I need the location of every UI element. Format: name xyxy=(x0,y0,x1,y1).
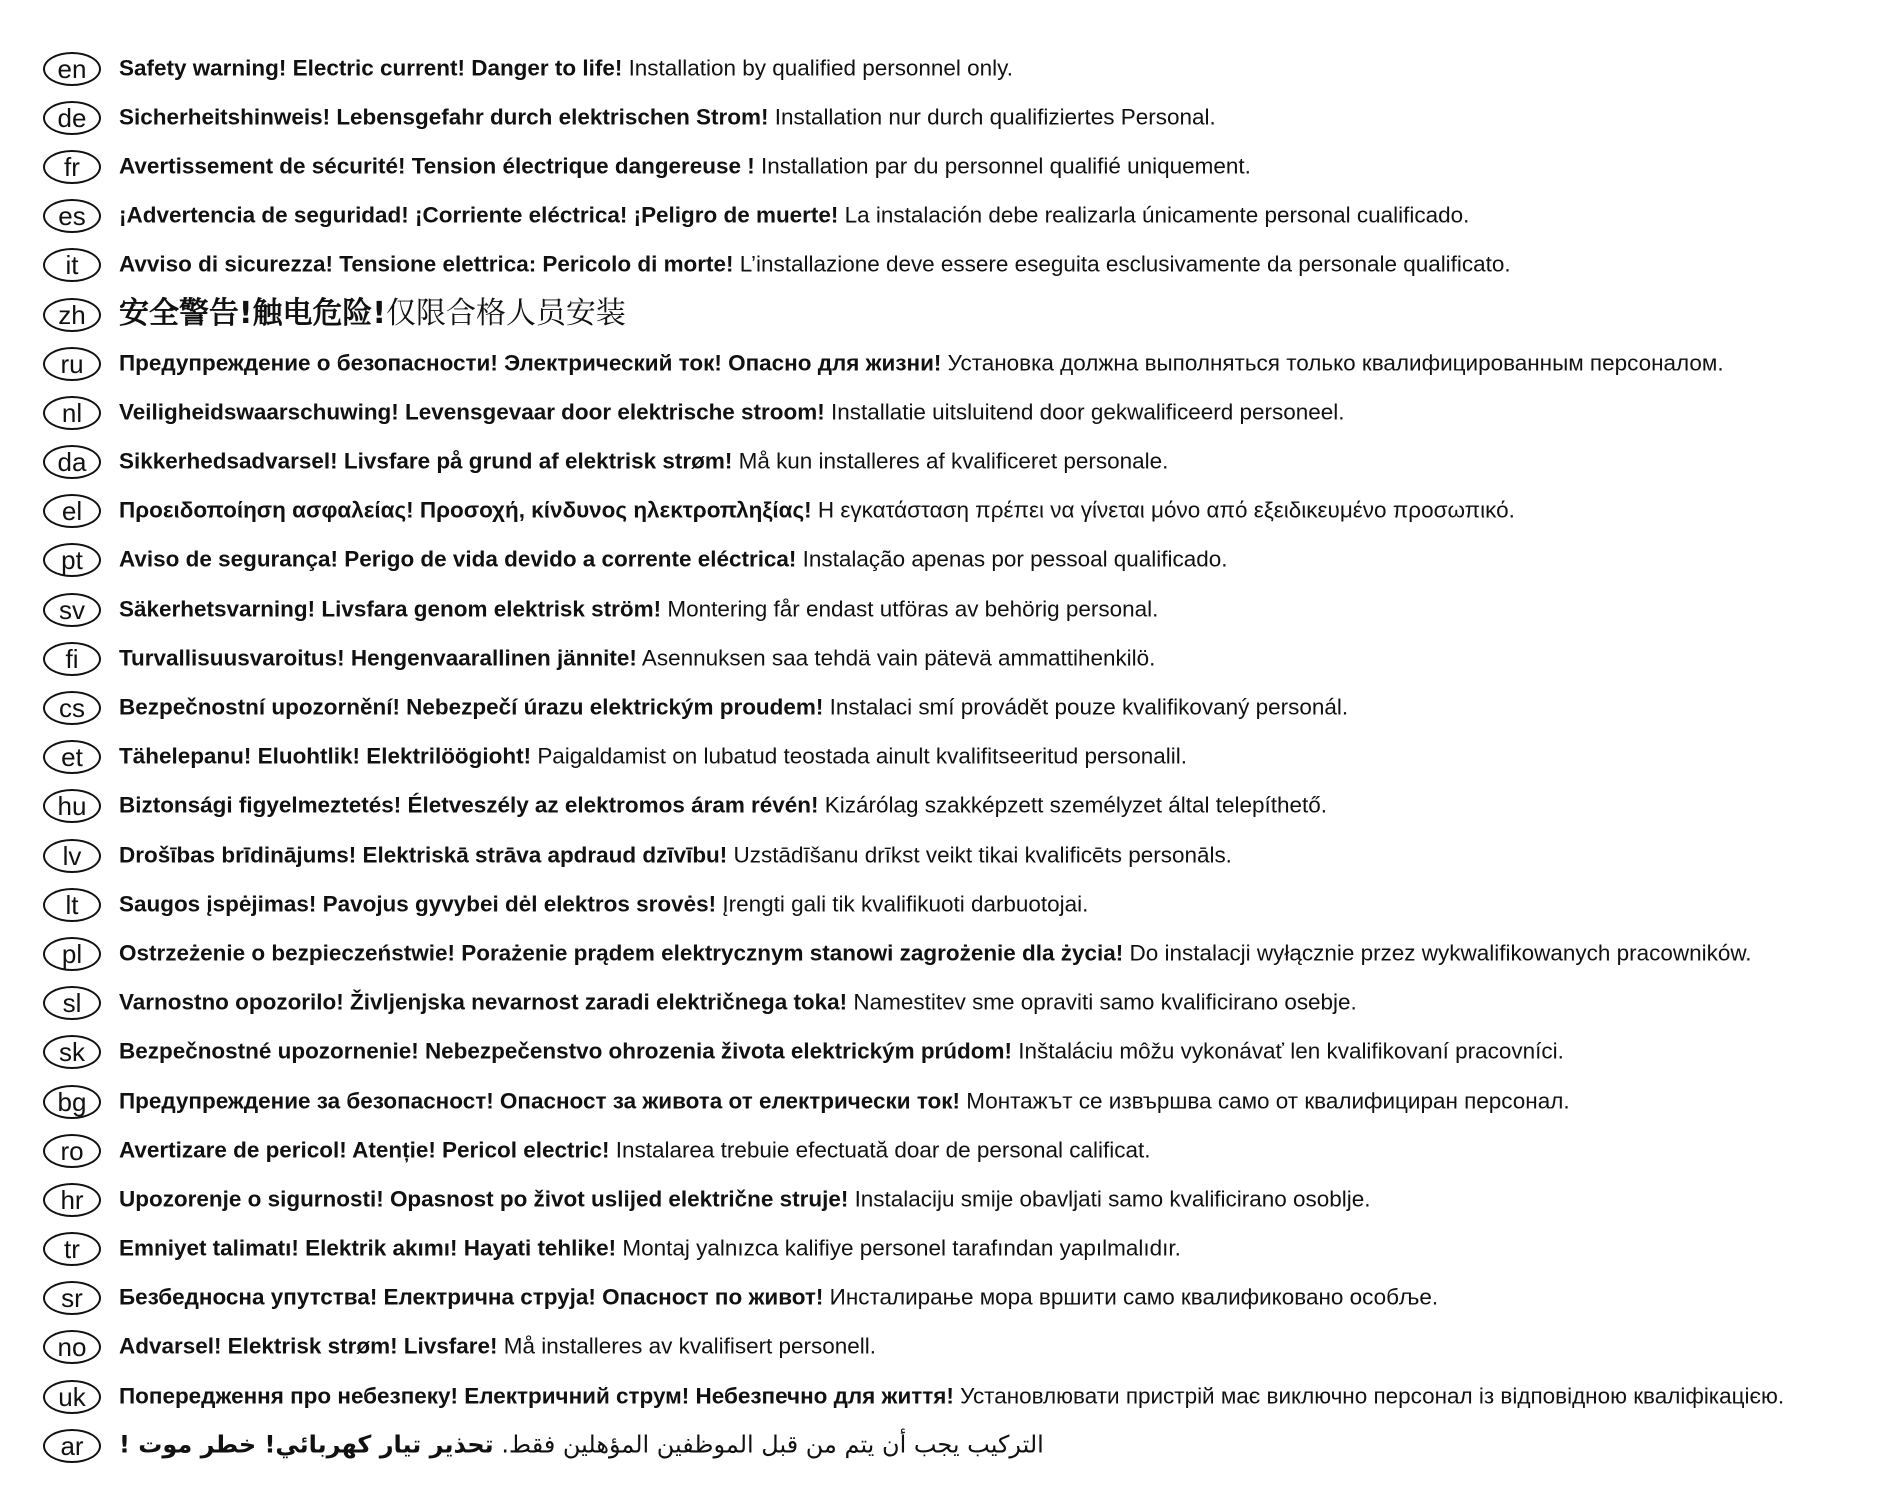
notice-text xyxy=(119,1236,1888,1262)
notice-text xyxy=(119,399,1888,425)
installation-instruction: Installation by qualified personnel only. xyxy=(628,55,1013,81)
notice-text xyxy=(119,695,1888,721)
safety-warning: Turvallisuusvaroitus! Hengenvaarallinen jännite! xyxy=(119,645,637,671)
safety-warning: Biztonsági figyelmeztetés! Életveszély az elektromos áram révén! xyxy=(119,792,819,818)
installation-instruction: Må installeres av kvalifisert personell. xyxy=(503,1334,877,1360)
notice-row-sr xyxy=(0,1274,1900,1323)
language-code-badge: ro xyxy=(43,1134,101,1168)
installation-instruction: Įrengti gali tik kvalifikuoti darbuotojai. xyxy=(722,891,1089,917)
installation-instruction: Montering får endast utföras av behörig personal. xyxy=(667,596,1159,622)
language-code-badge: ar xyxy=(43,1429,101,1463)
notice-row-fr xyxy=(0,142,1900,191)
notice-row-hr xyxy=(0,1175,1900,1224)
safety-warning: Ostrzeżenie o bezpieczeństwie! Porażenie prądem elektrycznym stanowi zagrożenie dla życia! xyxy=(119,940,1124,966)
language-code-badge: sr xyxy=(43,1281,101,1315)
safety-warning: Drošības brīdinājums! Elektriskā strāva apdraud dzīvību! xyxy=(119,842,728,868)
installation-instruction: التركيب يجب أن يتم من قبل الموظفين المؤهلين فقط. xyxy=(501,1430,1044,1459)
notice-row-en xyxy=(0,44,1900,93)
notice-row-uk xyxy=(0,1372,1900,1421)
language-code-badge: tr xyxy=(43,1232,101,1266)
safety-warning: Veiligheidswaarschuwing! Levensgevaar door elektrische stroom! xyxy=(119,399,825,425)
installation-instruction: Инсталирање мора вршити само квалификовано особље. xyxy=(829,1284,1439,1310)
installation-instruction: Kizárólag szakképzett személyzet által telepíthető. xyxy=(824,792,1327,818)
notice-row-es xyxy=(0,192,1900,241)
notice-text xyxy=(119,842,1888,868)
installation-instruction: Установлювати пристрій має виключно персонал із відповідною кваліфікацією. xyxy=(960,1383,1785,1409)
notice-text xyxy=(119,1088,1888,1114)
safety-warning: Tähelepanu! Eluohtlik! Elektrilöögioht! xyxy=(119,743,532,769)
installation-instruction: Må kun installeres af kvalificeret personale. xyxy=(738,448,1169,474)
language-code-badge: hr xyxy=(43,1183,101,1217)
safety-warning: Попередження про небезпеку! Електричний струм! Небезпечно для життя! xyxy=(119,1383,954,1409)
language-code-badge: no xyxy=(43,1330,101,1364)
safety-warning: Avviso di sicurezza! Tensione elettrica: Pericolo di morte! xyxy=(119,251,734,277)
notice-text xyxy=(119,891,1888,917)
installation-instruction: 仅限合格人员安装 xyxy=(386,295,626,331)
notice-text xyxy=(119,1334,1888,1360)
installation-instruction: Do instalacji wyłącznie przez wykwalifikowanych pracowników. xyxy=(1129,940,1752,966)
notice-row-sv xyxy=(0,585,1900,634)
language-code-badge: nl xyxy=(43,396,101,430)
installation-instruction: Instalaci smí provádět pouze kvalifikovaný personál. xyxy=(829,694,1349,720)
language-code-badge: sk xyxy=(43,1035,101,1069)
notice-text xyxy=(119,449,1888,475)
notice-row-ar xyxy=(0,1421,1900,1470)
language-code-badge: it xyxy=(43,248,101,282)
safety-warning: Upozorenje o sigurnosti! Opasnost po život uslijed električne struje! xyxy=(119,1186,849,1212)
notice-row-nl xyxy=(0,388,1900,437)
language-code-badge: lv xyxy=(43,839,101,873)
safety-warning: Bezpečnostné upozornenie! Nebezpečenstvo ohrozenia života elektrickým prúdom! xyxy=(119,1038,1012,1064)
notice-row-zh xyxy=(0,290,1900,339)
notice-row-hu xyxy=(0,782,1900,831)
safety-warning: ¡Advertencia de seguridad! ¡Corriente eléctrica! ¡Peligro de muerte! xyxy=(119,202,839,228)
language-code-badge: fr xyxy=(43,150,101,184)
notice-row-de xyxy=(0,93,1900,142)
language-code-badge: da xyxy=(43,445,101,479)
safety-warning: Emniyet talimatı! Elektrik akımı! Hayati tehlike! xyxy=(119,1235,617,1261)
safety-warning: Aviso de segurança! Perigo de vida devido a corrente eléctrica! xyxy=(119,547,797,573)
installation-instruction: Uzstādīšanu drīkst veikt tikai kvalificēts personāls. xyxy=(733,842,1232,868)
installation-instruction: Instalaciju smije obavljati samo kvalificirano osoblje. xyxy=(854,1186,1371,1212)
language-code-badge: sl xyxy=(43,986,101,1020)
installation-instruction: La instalación debe realizarla únicamente personal cualificado. xyxy=(844,202,1470,228)
language-code-badge: sv xyxy=(43,593,101,627)
safety-warning: Предупреждение о безопасности! Электрический ток! Опасно для жизни! xyxy=(119,350,942,376)
notice-text xyxy=(119,1039,1888,1065)
notice-text xyxy=(119,55,1888,81)
notice-row-it xyxy=(0,241,1900,290)
language-code-badge: fi xyxy=(43,642,101,676)
notice-text xyxy=(119,203,1888,229)
safety-warning: Safety warning! Electric current! Danger to life! xyxy=(119,55,623,81)
notice-row-et xyxy=(0,733,1900,782)
installation-instruction: Installation par du personnel qualifié uniquement. xyxy=(761,153,1251,179)
notice-row-el xyxy=(0,487,1900,536)
safety-warning: Varnostno opozorilo! Življenjska nevarnost zaradi električnega toka! xyxy=(119,989,848,1015)
safety-warning: Bezpečnostní upozornění! Nebezpečí úrazu elektrickým proudem! xyxy=(119,694,824,720)
language-code-badge: de xyxy=(43,101,101,135)
language-code-badge: en xyxy=(43,52,101,86)
language-code-badge: el xyxy=(43,494,101,528)
installation-instruction: Installatie uitsluitend door gekwalificeerd personeel. xyxy=(830,399,1345,425)
installation-instruction: Namestitev sme opraviti samo kvalificirano osebje. xyxy=(853,989,1357,1015)
notice-row-da xyxy=(0,438,1900,487)
language-code-badge: pl xyxy=(43,937,101,971)
installation-instruction: Монтажът се извършва само от квалифициран персонал. xyxy=(966,1088,1570,1114)
safety-warning: Sikkerhedsadvarsel! Livsfare på grund af elektrisk strøm! xyxy=(119,448,733,474)
notice-text xyxy=(119,744,1888,770)
notice-text xyxy=(119,1186,1888,1212)
notice-text xyxy=(119,941,1888,967)
safety-warning: Προειδοποίηση ασφαλείας! Προσοχή, κίνδυνος ηλεκτροπληξίας! xyxy=(119,497,812,523)
language-code-badge: pt xyxy=(43,543,101,577)
language-code-badge: ru xyxy=(43,347,101,381)
installation-instruction: Установка должна выполняться только квалифицированным персоналом. xyxy=(947,350,1724,376)
safety-warning: Advarsel! Elektrisk strøm! Livsfare! xyxy=(119,1334,498,1360)
notice-row-sl xyxy=(0,979,1900,1028)
notice-text xyxy=(119,1431,1888,1459)
notice-text xyxy=(119,793,1888,819)
safety-warning: Avertissement de sécurité! Tension électrique dangereuse ! xyxy=(119,153,755,179)
notice-row-sk xyxy=(0,1028,1900,1077)
notice-text xyxy=(119,990,1888,1016)
language-code-badge: uk xyxy=(43,1380,101,1414)
safety-warning: Säkerhetsvarning! Livsfara genom elektrisk ström! xyxy=(119,596,662,622)
safety-warning: Sicherheitshinweis! Lebensgefahr durch elektrischen Strom! xyxy=(119,104,769,130)
safety-warning: تحذير تيار كهربائي! خطر موت ! xyxy=(119,1430,494,1459)
notice-text xyxy=(119,1383,1888,1409)
safety-warning: Saugos įspėjimas! Pavojus gyvybei dėl elektros srovės! xyxy=(119,891,717,917)
installation-instruction: Instalação apenas por pessoal qualificado. xyxy=(802,547,1228,573)
notice-text xyxy=(119,1285,1888,1311)
installation-instruction: Montaj yalnızca kalifiye personel tarafından yapılmalıdır. xyxy=(622,1235,1181,1261)
notice-text xyxy=(119,154,1888,180)
notice-text xyxy=(119,252,1888,278)
notice-row-ro xyxy=(0,1126,1900,1175)
notice-row-no xyxy=(0,1323,1900,1372)
language-code-badge: et xyxy=(43,740,101,774)
language-code-badge: zh xyxy=(43,298,101,332)
installation-instruction: Instalarea trebuie efectuată doar de personal calificat. xyxy=(615,1137,1151,1163)
notice-text xyxy=(119,596,1888,622)
notice-row-bg xyxy=(0,1077,1900,1126)
notice-row-pl xyxy=(0,929,1900,978)
installation-instruction: Paigaldamist on lubatud teostada ainult kvalifitseeritud personalil. xyxy=(537,743,1187,769)
notice-text xyxy=(119,547,1888,573)
safety-warning: 安全警告!触电危险! xyxy=(119,295,387,331)
installation-instruction: Inštaláciu môžu vykonávať len kvalifikovaní pracovníci. xyxy=(1018,1038,1564,1064)
installation-instruction: Asennuksen saa tehdä vain pätevä ammattihenkilö. xyxy=(641,645,1156,671)
language-code-badge: es xyxy=(43,199,101,233)
notice-row-fi xyxy=(0,634,1900,683)
installation-instruction: L’installazione deve essere eseguita esclusivamente da personale qualificato. xyxy=(739,251,1511,277)
language-code-badge: lt xyxy=(43,888,101,922)
safety-warning: Avertizare de pericol! Atenție! Pericol electric! xyxy=(119,1137,610,1163)
safety-warning: Безбедносна упутства! Електрична струја! Опасност по живот! xyxy=(119,1284,824,1310)
notice-text xyxy=(119,498,1888,524)
notice-row-lv xyxy=(0,831,1900,880)
notice-row-ru xyxy=(0,339,1900,388)
notice-text xyxy=(119,297,1888,332)
notice-text xyxy=(119,350,1888,376)
installation-instruction: Installation nur durch qualifiziertes Personal. xyxy=(774,104,1216,130)
language-code-badge: hu xyxy=(43,789,101,823)
notice-row-lt xyxy=(0,880,1900,929)
notice-row-tr xyxy=(0,1225,1900,1274)
safety-warning: Предупреждение за безопасност! Опасност за живота от електрически ток! xyxy=(119,1088,960,1114)
installation-instruction: Η εγκατάσταση πρέπει να γίνεται μόνο από εξειδικευμένο προσωπικό. xyxy=(817,497,1515,523)
notice-text xyxy=(119,1137,1888,1163)
notice-text xyxy=(119,645,1888,671)
notice-text xyxy=(119,104,1888,130)
language-code-badge: cs xyxy=(43,691,101,725)
language-code-badge: bg xyxy=(43,1085,101,1119)
notice-row-cs xyxy=(0,683,1900,732)
notice-row-pt xyxy=(0,536,1900,585)
